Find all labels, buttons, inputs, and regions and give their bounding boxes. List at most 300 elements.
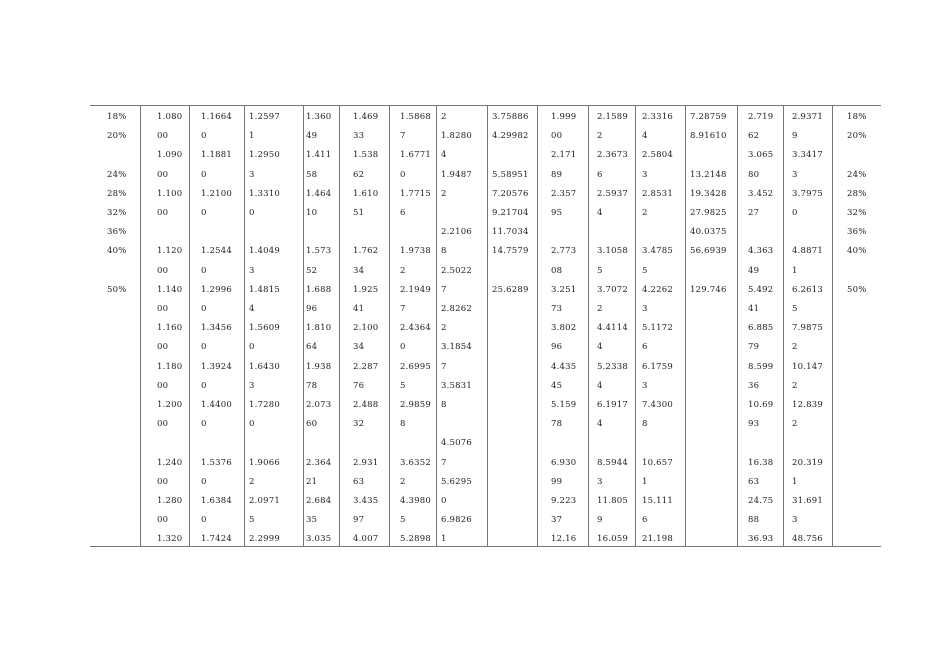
table-cell: 27: [748, 208, 760, 218]
table-cell: 1.2597: [249, 112, 280, 122]
table-cell: 2: [441, 188, 447, 199]
table-cell: 00: [157, 515, 169, 526]
table-cell: 19.3428: [690, 188, 727, 199]
table-cell: 1.3456: [201, 323, 232, 334]
table-cell: 2: [597, 304, 603, 314]
table-cell: 9: [792, 131, 798, 142]
table-cell: 0: [201, 169, 207, 180]
table-cell: 7: [441, 284, 447, 295]
table-cell: 3.7975: [792, 188, 823, 199]
table-cell: 10.657: [642, 457, 673, 468]
table-cell: 00: [157, 208, 169, 218]
rate-label-right: 24%: [847, 169, 867, 180]
table-cell: 2.100: [353, 323, 379, 334]
table-cell: 5.2338: [597, 361, 628, 372]
table-cell: 4.007: [353, 534, 379, 545]
table-cell: 1.2950: [249, 150, 280, 161]
table-cell: 1.3310: [249, 188, 280, 199]
table-cell: 0: [201, 131, 207, 142]
table-cell: 11.805: [597, 496, 628, 506]
table-cell: 52: [306, 265, 318, 276]
table-cell: 1.999: [551, 112, 577, 122]
table-cell: 1.4815: [249, 284, 280, 295]
table-cell: 5.1172: [642, 323, 673, 334]
table-cell: 3.3417: [792, 150, 823, 161]
column-divider: [783, 105, 784, 546]
table-cell: 27.9825: [690, 208, 727, 218]
table-cell: 3.4785: [642, 246, 673, 257]
table-cell: 1.925: [353, 284, 379, 295]
table-cell: 1.573: [306, 246, 332, 257]
table-cell: 0: [249, 342, 255, 353]
table-cell: 00: [157, 476, 169, 487]
table-cell: 21: [306, 476, 318, 487]
table-cell: 1.469: [353, 112, 379, 122]
table-cell: 2.1949: [400, 284, 431, 295]
table-cell: 4: [249, 304, 255, 314]
table-cell: 1.080: [157, 112, 183, 122]
table-cell: 51: [353, 208, 365, 218]
table-cell: 58: [306, 169, 318, 180]
table-cell: 1.2100: [201, 188, 232, 199]
table-cell: 1.090: [157, 150, 183, 161]
table-cell: 41: [353, 304, 365, 314]
table-cell: 40.0375: [690, 227, 727, 238]
table-cell: 2.2999: [249, 534, 280, 545]
table-cell: 78: [306, 380, 318, 391]
table-cell: 12.839: [792, 400, 823, 410]
table-cell: 10: [306, 208, 318, 218]
table-cell: 1.5376: [201, 457, 232, 468]
table-cell: 1.100: [157, 188, 183, 199]
table-cell: 56.6939: [690, 246, 727, 257]
column-divider: [189, 105, 190, 546]
rate-label-right: 50%: [847, 284, 867, 295]
table-cell: 1.6384: [201, 496, 232, 506]
table-cell: 0: [792, 208, 798, 218]
table-cell: 1.3924: [201, 361, 232, 372]
table-cell: 3.065: [748, 150, 774, 161]
table-cell: 8: [400, 419, 406, 430]
column-divider: [537, 105, 538, 546]
table-cell: 16.059: [597, 534, 628, 545]
table-cell: 5: [400, 380, 406, 391]
column-divider: [303, 105, 304, 546]
table-cell: 3.6352: [400, 457, 431, 468]
table-cell: 2.2106: [441, 227, 472, 238]
table-cell: 36.93: [748, 534, 774, 545]
table-cell: 0: [400, 342, 406, 353]
table-cell: 2: [441, 323, 447, 334]
table-cell: 2.5937: [597, 188, 628, 199]
table-cell: 1.5609: [249, 323, 280, 334]
table-cell: 00: [157, 265, 169, 276]
table-cell: 7.4300: [642, 400, 673, 410]
table-cell: 4.3980: [400, 496, 431, 506]
table-cell: 1.360: [306, 112, 332, 122]
table-cell: 00: [157, 380, 169, 391]
table-cell: 6: [642, 342, 648, 353]
table-cell: 7: [441, 361, 447, 372]
column-divider: [436, 105, 437, 546]
rate-label-left: 50%: [107, 284, 127, 295]
table-cell: 6.930: [551, 457, 577, 468]
table-cell: 2.3673: [597, 150, 628, 161]
table-cell: 96: [551, 342, 563, 353]
table-cell: 1.140: [157, 284, 183, 295]
rate-label-left: 36%: [107, 227, 127, 238]
table-cell: 1.810: [306, 323, 332, 334]
table-cell: 1.9487: [441, 169, 472, 180]
table-cell: 96: [306, 304, 318, 314]
table-cell: 4: [597, 380, 603, 391]
table-cell: 2.3316: [642, 112, 673, 122]
table-cell: 2.773: [551, 246, 577, 257]
table-cell: 00: [551, 131, 563, 142]
table-cell: 2.364: [306, 457, 332, 468]
table-cell: 45: [551, 380, 563, 391]
table-cell: 5.159: [551, 400, 577, 410]
table-cell: 8: [441, 246, 447, 257]
table-cell: 2.171: [551, 150, 577, 161]
rate-label-right: 32%: [847, 208, 867, 218]
table-cell: 1: [792, 476, 798, 487]
table-cell: 2: [792, 380, 798, 391]
table-cell: 95: [551, 208, 563, 218]
table-cell: 2.1589: [597, 112, 628, 122]
table-cell: 78: [551, 419, 563, 430]
table-cell: 3: [792, 169, 798, 180]
table-cell: 20.319: [792, 457, 823, 468]
table-cell: 0: [400, 169, 406, 180]
rate-label-right: 20%: [847, 131, 867, 142]
table-cell: 3.435: [353, 496, 379, 506]
table-cell: 2: [792, 342, 798, 353]
table-cell: 1.2996: [201, 284, 232, 295]
table-cell: 6.1917: [597, 400, 628, 410]
table-cell: 35: [306, 515, 318, 526]
table-cell: 3: [642, 380, 648, 391]
table-cell: 8.5944: [597, 457, 628, 468]
table-cell: 2: [642, 208, 648, 218]
table-cell: 1.120: [157, 246, 183, 257]
table-cell: 0: [249, 419, 255, 430]
table-cell: 88: [748, 515, 760, 526]
table-cell: 00: [157, 342, 169, 353]
table-cell: 2.9371: [792, 112, 823, 122]
table-cell: 12.16: [551, 534, 577, 545]
table-cell: 5: [400, 515, 406, 526]
table-cell: 1.160: [157, 323, 183, 334]
table-cell: 7: [400, 131, 406, 142]
table-cell: 10.147: [792, 361, 823, 372]
table-cell: 2: [400, 476, 406, 487]
table-cell: 3: [249, 265, 255, 276]
table-cell: 3.5831: [441, 380, 472, 391]
table-cell: 4.5076: [441, 438, 472, 449]
table-cell: 2.6995: [400, 361, 431, 372]
table-cell: 1.280: [157, 496, 183, 506]
table-cell: 3.7072: [597, 284, 628, 295]
table-cell: 0: [441, 496, 447, 506]
table-cell: 1.6771: [400, 150, 431, 161]
table-cell: 1.7280: [249, 400, 280, 410]
column-divider: [389, 105, 390, 546]
table-cell: 1: [792, 265, 798, 276]
table-cell: 4: [597, 419, 603, 430]
column-divider: [140, 105, 141, 546]
table-cell: 00: [157, 169, 169, 180]
table-cell: 0: [201, 515, 207, 526]
table-cell: 63: [353, 476, 365, 487]
column-divider: [832, 105, 833, 546]
table-cell: 1.5868: [400, 112, 431, 122]
table-cell: 129.746: [690, 284, 727, 295]
table-cell: 2.5022: [441, 265, 472, 276]
table-cell: 1: [441, 534, 447, 545]
table-cell: 1.8280: [441, 131, 472, 142]
table-cell: 1.9066: [249, 457, 280, 468]
table-cell: 1.464: [306, 188, 332, 199]
table-cell: 7.28759: [690, 112, 727, 122]
table-cell: 2.9859: [400, 400, 431, 410]
table-cell: 1.180: [157, 361, 183, 372]
table-cell: 8: [642, 419, 648, 430]
column-divider: [244, 105, 245, 546]
table-cell: 6.2613: [792, 284, 823, 295]
table-cell: 6.885: [748, 323, 774, 334]
table-cell: 00: [157, 131, 169, 142]
table-cell: 1.7715: [400, 188, 431, 199]
table-cell: 1.4400: [201, 400, 232, 410]
table-cell: 2.488: [353, 400, 379, 410]
table-cell: 1.762: [353, 246, 379, 257]
table-cell: 00: [157, 304, 169, 314]
table-cell: 1.938: [306, 361, 332, 372]
table-cell: 3: [792, 515, 798, 526]
table-cell: 2.931: [353, 457, 379, 468]
table-cell: 8.91610: [690, 131, 727, 142]
rate-label-left: 18%: [107, 112, 127, 122]
table-cell: 16.38: [748, 457, 774, 468]
table-cell: 2: [249, 476, 255, 487]
table-cell: 49: [748, 265, 760, 276]
table-cell: 97: [353, 515, 365, 526]
table-cell: 0: [249, 208, 255, 218]
table-cell: 1.6430: [249, 361, 280, 372]
table-cell: 3: [249, 169, 255, 180]
table-cell: 2.0971: [249, 496, 280, 506]
table-cell: 4: [597, 208, 603, 218]
table-cell: 1.9738: [400, 246, 431, 257]
column-divider: [339, 105, 340, 546]
table-cell: 25.6289: [492, 284, 529, 295]
table-cell: 3: [642, 169, 648, 180]
table-cell: 9.223: [551, 496, 577, 506]
table-cell: 60: [306, 419, 318, 430]
table-cell: 4.2262: [642, 284, 673, 295]
table-cell: 93: [748, 419, 760, 430]
table-cell: 41: [748, 304, 760, 314]
table-cell: 48.756: [792, 534, 823, 545]
table-cell: 15.111: [642, 496, 673, 506]
table-cell: 3.251: [551, 284, 577, 295]
table-cell: 63: [748, 476, 760, 487]
table-cell: 49: [306, 131, 318, 142]
column-divider: [737, 105, 738, 546]
table-cell: 1.200: [157, 400, 183, 410]
table-cell: 1: [642, 476, 648, 487]
table-cell: 2.287: [353, 361, 379, 372]
table-cell: 9.21704: [492, 208, 529, 218]
rate-label-right: 36%: [847, 227, 867, 238]
table-cell: 5.2898: [400, 534, 431, 545]
table-cell: 3.75886: [492, 112, 529, 122]
table-cell: 0: [201, 476, 207, 487]
table-cell: 32: [353, 419, 365, 430]
table-cell: 1.320: [157, 534, 183, 545]
table-cell: 0: [201, 304, 207, 314]
table-cell: 0: [201, 380, 207, 391]
table-cell: 3.1058: [597, 246, 628, 257]
column-divider: [588, 105, 589, 546]
table-cell: 4: [642, 131, 648, 142]
table-cell: 3.802: [551, 323, 577, 334]
top-rule: [90, 105, 881, 106]
table-cell: 5: [249, 515, 255, 526]
table-cell: 3.452: [748, 188, 774, 199]
table-cell: 1.1881: [201, 150, 232, 161]
table-cell: 6: [400, 208, 406, 218]
table-cell: 10.69: [748, 400, 774, 410]
table-cell: 2.357: [551, 188, 577, 199]
table-cell: 34: [353, 342, 365, 353]
table-cell: 7: [400, 304, 406, 314]
column-divider: [635, 105, 636, 546]
table-cell: 62: [353, 169, 365, 180]
table-cell: 14.7579: [492, 246, 529, 257]
table-cell: 2.8531: [642, 188, 673, 199]
table-cell: 33: [353, 131, 365, 142]
table-cell: 2: [400, 265, 406, 276]
table-cell: 9: [597, 515, 603, 526]
table-cell: 1.1664: [201, 112, 232, 122]
table-cell: 0: [201, 419, 207, 430]
table-cell: 11.7034: [492, 227, 529, 238]
table-cell: 3: [597, 476, 603, 487]
table-cell: 7.20576: [492, 188, 529, 199]
table-cell: 1.240: [157, 457, 183, 468]
table-cell: 4.29982: [492, 131, 529, 142]
table-cell: 2: [792, 419, 798, 430]
table-cell: 8: [441, 400, 447, 410]
table-cell: 2.5804: [642, 150, 673, 161]
table-cell: 5: [597, 265, 603, 276]
table-cell: 0: [201, 265, 207, 276]
table-cell: 1.538: [353, 150, 379, 161]
table-cell: 6.1759: [642, 361, 673, 372]
table-cell: 1.2544: [201, 246, 232, 257]
table-cell: 37: [551, 515, 563, 526]
table-cell: 4: [441, 150, 447, 161]
table-cell: 08: [551, 265, 563, 276]
table-cell: 2: [441, 112, 447, 122]
table-cell: 3.035: [306, 534, 332, 545]
table-cell: 6.9826: [441, 515, 472, 526]
table-cell: 7: [441, 457, 447, 468]
rate-label-left: 20%: [107, 131, 127, 142]
rate-label-right: 28%: [847, 188, 867, 199]
column-divider: [487, 105, 488, 546]
bottom-rule: [90, 546, 881, 547]
table-cell: 4.363: [748, 246, 774, 257]
table-cell: 2.719: [748, 112, 774, 122]
column-divider: [685, 105, 686, 546]
table-cell: 8.599: [748, 361, 774, 372]
table-cell: 62: [748, 131, 760, 142]
table-cell: 99: [551, 476, 563, 487]
table-cell: 2: [597, 131, 603, 142]
table-cell: 31.691: [792, 496, 823, 506]
table-cell: 0: [201, 342, 207, 353]
table-cell: 3.1854: [441, 342, 472, 353]
rate-label-left: 28%: [107, 188, 127, 199]
table-cell: 89: [551, 169, 563, 180]
table-cell: 80: [748, 169, 760, 180]
rate-label-left: 40%: [107, 246, 127, 257]
table-cell: 13.2148: [690, 169, 727, 180]
table-cell: 1.7424: [201, 534, 232, 545]
table-cell: 21.198: [642, 534, 673, 545]
rate-label-left: 32%: [107, 208, 127, 218]
table-cell: 34: [353, 265, 365, 276]
table-cell: 3: [642, 304, 648, 314]
table-cell: 5.6295: [441, 476, 472, 487]
table-cell: 7.9875: [792, 323, 823, 334]
table-cell: 5: [792, 304, 798, 314]
table-cell: 2.684: [306, 496, 332, 506]
table-cell: 79: [748, 342, 760, 353]
table-cell: 00: [157, 419, 169, 430]
table-cell: 2.073: [306, 400, 332, 410]
table-cell: 1.688: [306, 284, 332, 295]
rate-label-right: 40%: [847, 246, 867, 257]
table-cell: 1.411: [306, 150, 332, 161]
table-cell: 4: [597, 342, 603, 353]
table-cell: 36: [748, 380, 760, 391]
table-cell: 1: [249, 131, 255, 142]
table-cell: 1.4049: [249, 246, 280, 257]
table-cell: 0: [201, 208, 207, 218]
table-cell: 6: [597, 169, 603, 180]
table-cell: 76: [353, 380, 365, 391]
table-cell: 4.4114: [597, 323, 628, 334]
table-cell: 5: [642, 265, 648, 276]
rate-label-right: 18%: [847, 112, 867, 122]
table-cell: 64: [306, 342, 318, 353]
table-cell: 73: [551, 304, 563, 314]
table-cell: 5.58951: [492, 169, 529, 180]
table-cell: 1.610: [353, 188, 379, 199]
rate-label-left: 24%: [107, 169, 127, 180]
table-cell: 6: [642, 515, 648, 526]
table-cell: 5.492: [748, 284, 774, 295]
table-cell: 2.8262: [441, 304, 472, 314]
table-cell: 4.8871: [792, 246, 823, 257]
table-cell: 3: [249, 380, 255, 391]
table-cell: 4.435: [551, 361, 577, 372]
table-cell: 24.75: [748, 496, 774, 506]
